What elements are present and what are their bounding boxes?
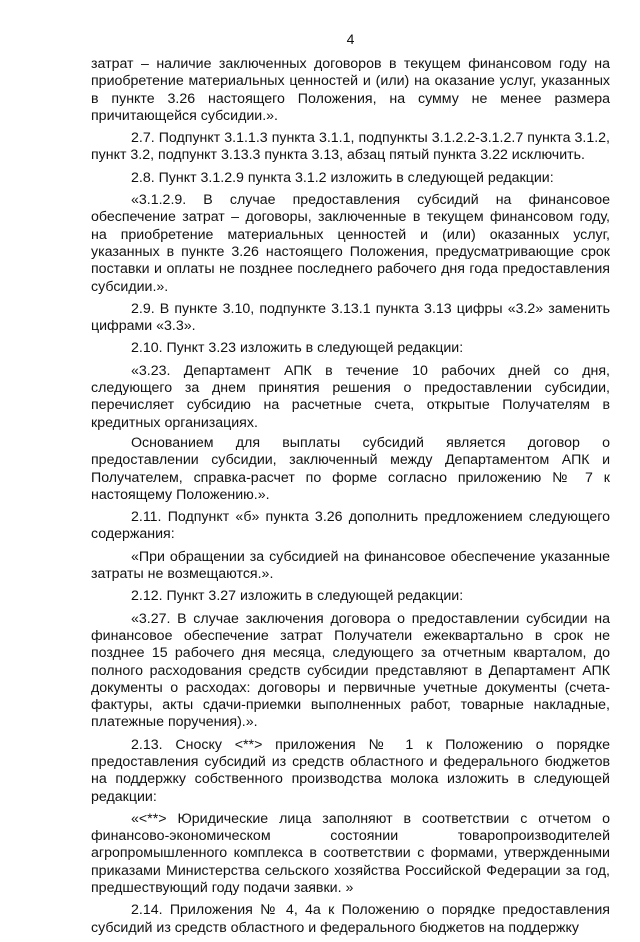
paragraph-3-1-2-9-quote: «3.1.2.9. В случае предоставления субсидий на финансовое обеспечение затрат – договоры, заключенные в текущем финансовом году, на приобретение материальных ценностей и (или) оказанных услуг, указанных в пункте 3.26 настоящего Положения, предусматривающие срок поставки и оплаты не позднее последнего рабочего дня года предоставления субсидии.». <box>91 192 610 295</box>
paragraph-2-11-quote: «При обращении за субсидией на финансовое обеспечение указанные затраты не возмещаются.». <box>91 548 610 583</box>
paragraph-3-23-quote: «3.23. Департамент АПК в течение 10 рабочих дней со дня, следующего за днем принятия решения о предоставлении субсидии, перечисляет субсидию на расчетные счета, открытые Получателям в кредитных организациях. <box>91 362 610 431</box>
paragraph-3-23-basis: Основанием для выплаты субсидий является договор о предоставлении субсидии, заключенный между Департаментом АПК и Получателем, справка-расчет по форме согласно приложению № 7 к настоящему Положению.». <box>91 434 610 503</box>
page-number: 4 <box>346 31 355 47</box>
paragraph-2-12: 2.12. Пункт 3.27 изложить в следующей редакции: <box>131 588 464 605</box>
paragraph-2-8: 2.8. Пункт 3.1.2.9 пункта 3.1.2 изложить в следующей редакции: <box>131 169 554 186</box>
paragraph-2-11: 2.11. Подпункт «б» пункта 3.26 дополнить предложением следующего содержания: <box>91 509 610 543</box>
paragraph-3-27-quote: «3.27. В случае заключения договора о предоставлении субсидии на финансовое обеспечение затрат Получатели ежеквартально в срок не позднее 15 рабочего дня месяца, следующего за отчетным кварталом, до полного расходования средств субсидии представляют в Департамент АПК документы о расходах: договоры и первичные учетные документы (счета-фактуры, акты сдачи-приемки выполненных работ, товарные накладные, платежные поручения).». <box>91 610 610 731</box>
paragraph-2-14: 2.14. Приложения № 4, 4а к Положению о порядке предоставления субсидий из средств областного и федерального бюджетов на поддержку <box>91 902 610 936</box>
paragraph-2-10: 2.10. Пункт 3.23 изложить в следующей редакции: <box>131 340 464 357</box>
paragraph-continuation: затрат – наличие заключенных договоров в текущем финансовом году на приобретение материальных ценностей и (или) на оказание услуг, указанных в пункте 3.26 настоящего Положения, на сумму не менее размера причитающейся субсидии.». <box>91 56 610 124</box>
paragraph-footnote-quote: «<**> Юридические лица заполняют в соответствии с отчетом о финансово-экономическом состоянии товаропроизводителей агропромышленного комплекса в соответствии с формами, утвержденными приказами Министерства сельского хозяйства Российской Федерации за год, предшествующий году подачи заявки. » <box>91 810 610 897</box>
paragraph-2-13: 2.13. Сноску <**> приложения № 1 к Положению о порядке предоставления субсидий из средств областного и федерального бюджетов на поддержку собственного производства молока изложить в следующей редакции: <box>91 736 610 805</box>
paragraph-2-7: 2.7. Подпункт 3.1.1.3 пункта 3.1.1, подпункты 3.1.2.2-3.1.2.7 пункта 3.1.2, пункт 3.2, подпункт 3.13.3 пункта 3.13, абзац пятый пункта 3.22 исключить. <box>91 130 610 164</box>
paragraph-2-9: 2.9. В пункте 3.10, подпункте 3.13.1 пункта 3.13 цифры «3.2» заменить цифрами «3.3». <box>91 300 610 335</box>
document-page <box>91 30 610 942</box>
